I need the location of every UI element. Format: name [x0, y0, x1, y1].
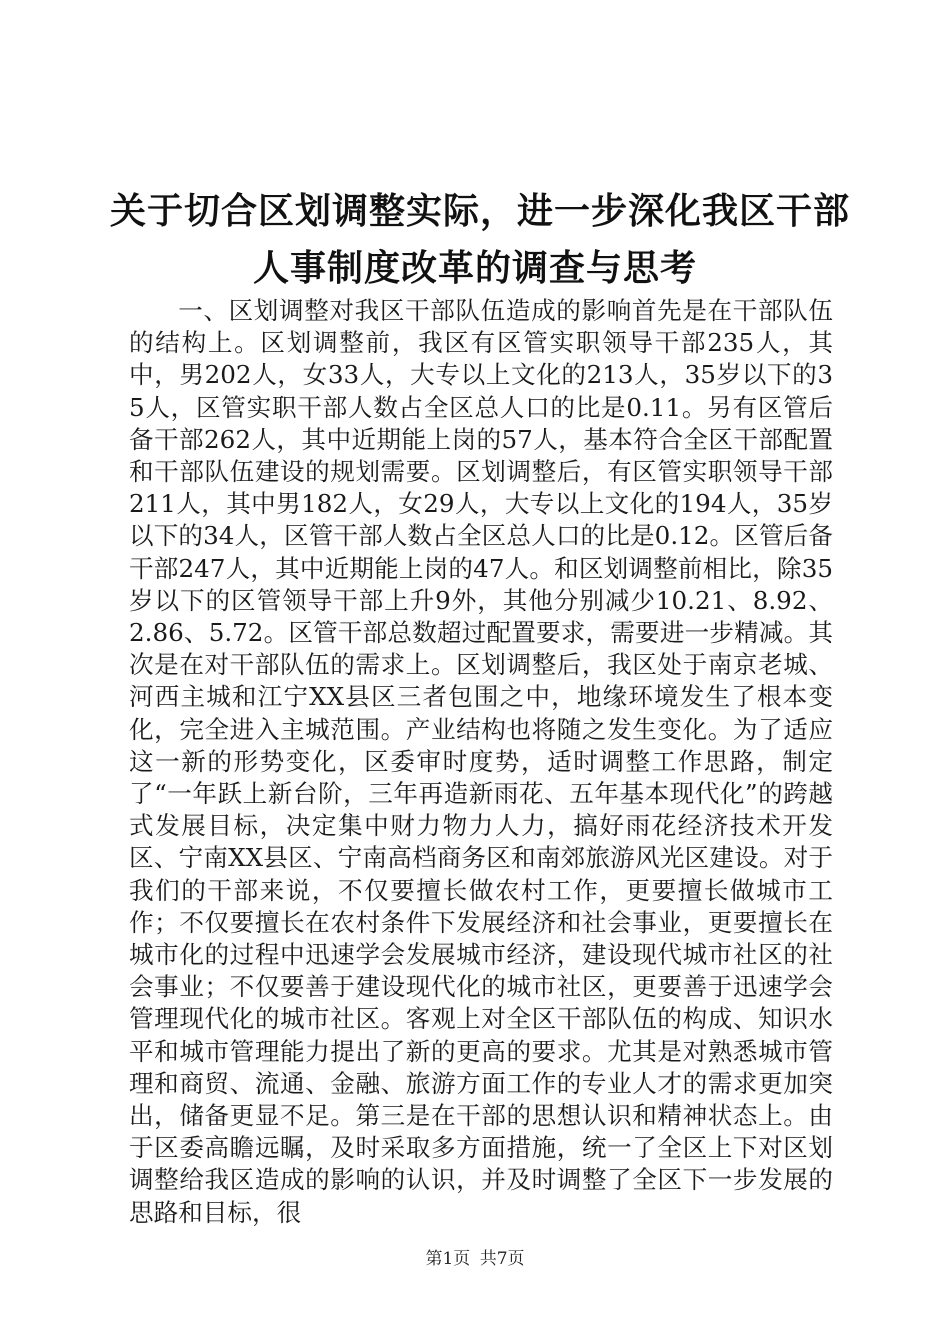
- document-title: [110, 183, 851, 297]
- body-paragraph: 一、区划调整对我区干部队伍造成的影响首先是在干部队伍的结构上。区划调整前，我区有区管实职领导干部235人，其中，男202人，女33人，大专以上文化的213人，35岁以下的35人，区管实职干部人数占全区总人口的比是0.11。另有区管后备干部262人，其中近期能上岗的57人，基本符合全区干部配置和干部队伍建设的规划需要。区划调整后，有区管实职领导干部211人，其中男182人，女29人，大专以上文化的194人，35岁以下的34人，区管干部人数占全区总人口的比是0.12。区管后备干部247人，其中近期能上岗的47人。和区划调整前相比，除35岁以下的区管领导干部上升9外，其他分别减少10.21、8.92、2.86、5.72。区管干部总数超过配置要求，需要进一步精减。其次是在对干部队伍的需求上。区划调整后，我区处于南京老城、河西主城和江宁XX县区三者包围之中，地缘环境发生了根本变化，完全进入主城范围。产业结构也将随之发生变化。为了适应这一新的形势变化，区委审时度势，适时调整工作思路，制定了“一年跃上新台阶，三年再造新雨花、五年基本现代化”的跨越式发展目标，决定集中财力物力人力，搞好雨花经济技术开发区、宁南XX县区、宁南高档商务区和南郊旅游风光区建设。对于我们的干部来说，不仅要擅长做农村工作，更要擅长做城市工作；不仅要擅长在农村条件下发展经济和社会事业，更要擅长在城市化的过程中迅速学会发展城市经济，建设现代城市社区的社会事业；不仅要善于建设现代化的城市社区，更要善于迅速学会管理现代化的城市社区。客观上对全区干部队伍的构成、知识水平和城市管理能力提出了新的更高的要求。尤其是对熟悉城市管理和商贸、流通、金融、旅游方面工作的专业人才的需求更加突出，储备更显不足。第三是在干部的思想认识和精神状态上。由于区委高瞻远瞩，及时采取多方面措施，统一了全区上下对区划调整给我区造成的影响的认识，并及时调整了全区下一步发展的思路和目标，很: [129, 296, 833, 1227]
- page-number: 第1页: [425, 1249, 471, 1269]
- title-line-1: 关于切合区划调整实际，进一步深化我区干部: [110, 191, 851, 232]
- page-total: 共7页: [479, 1249, 525, 1269]
- title-line-2: 人事制度改革的调查与思考: [252, 248, 697, 289]
- page-footer: [0, 1244, 950, 1269]
